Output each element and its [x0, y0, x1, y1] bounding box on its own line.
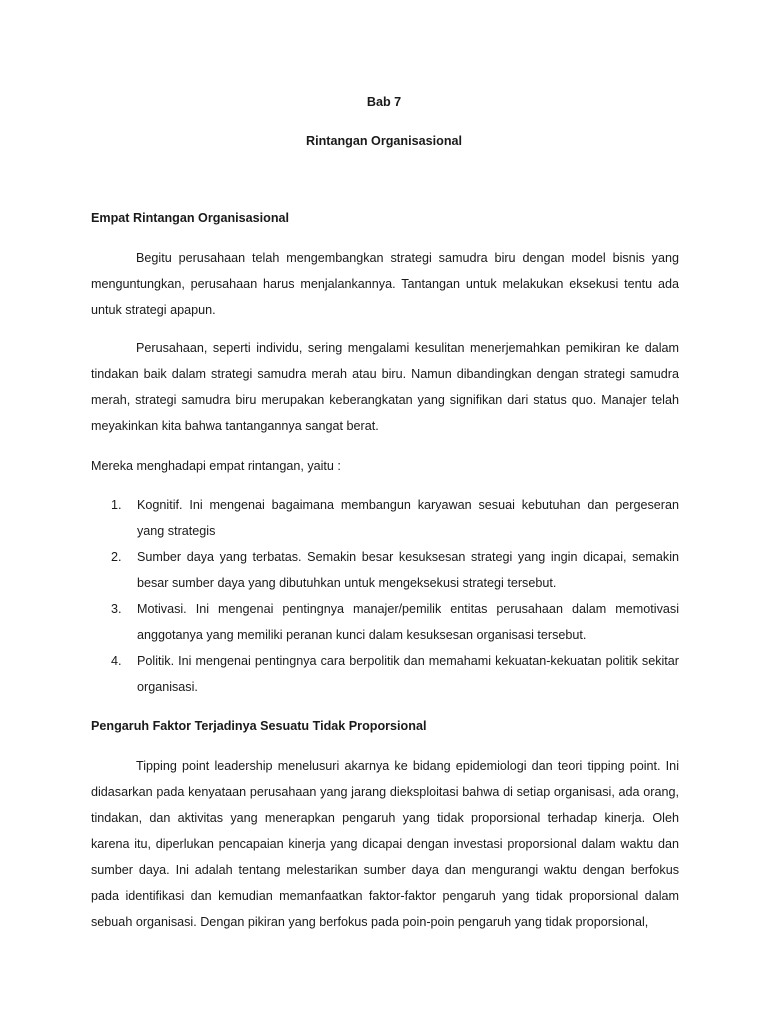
list-item [91, 544, 679, 596]
chapter-label: Bab 7 [366, 95, 402, 109]
list-number: 4. [111, 654, 122, 668]
list-item [91, 648, 679, 700]
paragraph-text: Tipping point leadership menelusuri akarnya ke bidang epidemiologi dan teori tipping point. Ini didasarkan pada kenyataan perusahaan yang jarang dieksploitasi bahwa di setiap organisasi, ada orang, tindakan, dan aktivitas yang menerapkan pengaruh yang tidak proporsional terhadap kinerja. Oleh karena itu, diperlukan pencapaian kinerja yang dicapai dengan investasi proporsional dalam waktu dan sumber daya. Ini adalah tentang melestarikan sumber daya dan mengurangi waktu dengan berfokus pada identifikasi dan kemudian memanfaatkan faktor-faktor pengaruh yang tidak proporsional dalam sebuah organisasi. Dengan pikiran yang berfokus pada poin-poin pengaruh yang tidak proporsional, [91, 759, 679, 929]
list-item-text: Sumber daya yang terbatas. Semakin besar kesuksesan strategi yang ingin dicapai, semakin besar sumber daya yang dibutuhkan untuk mengeksekusi strategi tersebut. [137, 550, 679, 590]
paragraph-text: Begitu perusahaan telah mengembangkan strategi samudra biru dengan model bisnis yang menguntungkan, perusahaan harus menjalankannya. Tantangan untuk melakukan eksekusi tentu ada untuk strategi apapun. [91, 251, 679, 317]
list-item-text: Kognitif. Ini mengenai bagaimana membangun karyawan sesuai kebutuhan dan pergeseran yang strategis [137, 498, 679, 538]
chapter-title: Rintangan Organisasional [305, 134, 463, 148]
list-item-text: Politik. Ini mengenai pentingnya cara berpolitik dan memahami kekuatan-kekuatan politik sekitar organisasi. [137, 654, 679, 694]
section1-paragraph-2 [91, 335, 679, 439]
paragraph-text: Perusahaan, seperti individu, sering mengalami kesulitan menerjemahkan pemikiran ke dalam tindakan baik dalam strategi samudra merah atau biru. Namun dibandingkan dengan strategi samudra merah, strategi samudra biru merupakan keberangkatan yang signifikan dari status quo. Manajer telah meyakinkan kita bahwa tantangannya sangat berat. [91, 341, 679, 433]
list-number: 1. [111, 498, 122, 512]
section2-paragraph-1 [91, 753, 679, 935]
list-number: 2. [111, 550, 122, 564]
obstacles-list [91, 492, 679, 700]
list-item [91, 596, 679, 648]
list-item [91, 492, 679, 544]
section-heading-pengaruh-faktor: Pengaruh Faktor Terjadinya Sesuatu Tidak Proporsional [91, 719, 427, 733]
list-number: 3. [111, 602, 122, 616]
list-item-text: Motivasi. Ini mengenai pentingnya manajer/pemilik entitas perusahaan dalam memotivasi anggotanya yang memiliki peranan kunci dalam kesuksesan organisasi tersebut. [137, 602, 679, 642]
obstacles-intro: Mereka menghadapi empat rintangan, yaitu : [91, 459, 341, 473]
section1-paragraph-1 [91, 245, 679, 323]
section-heading-empat-rintangan: Empat Rintangan Organisasional [91, 211, 290, 225]
